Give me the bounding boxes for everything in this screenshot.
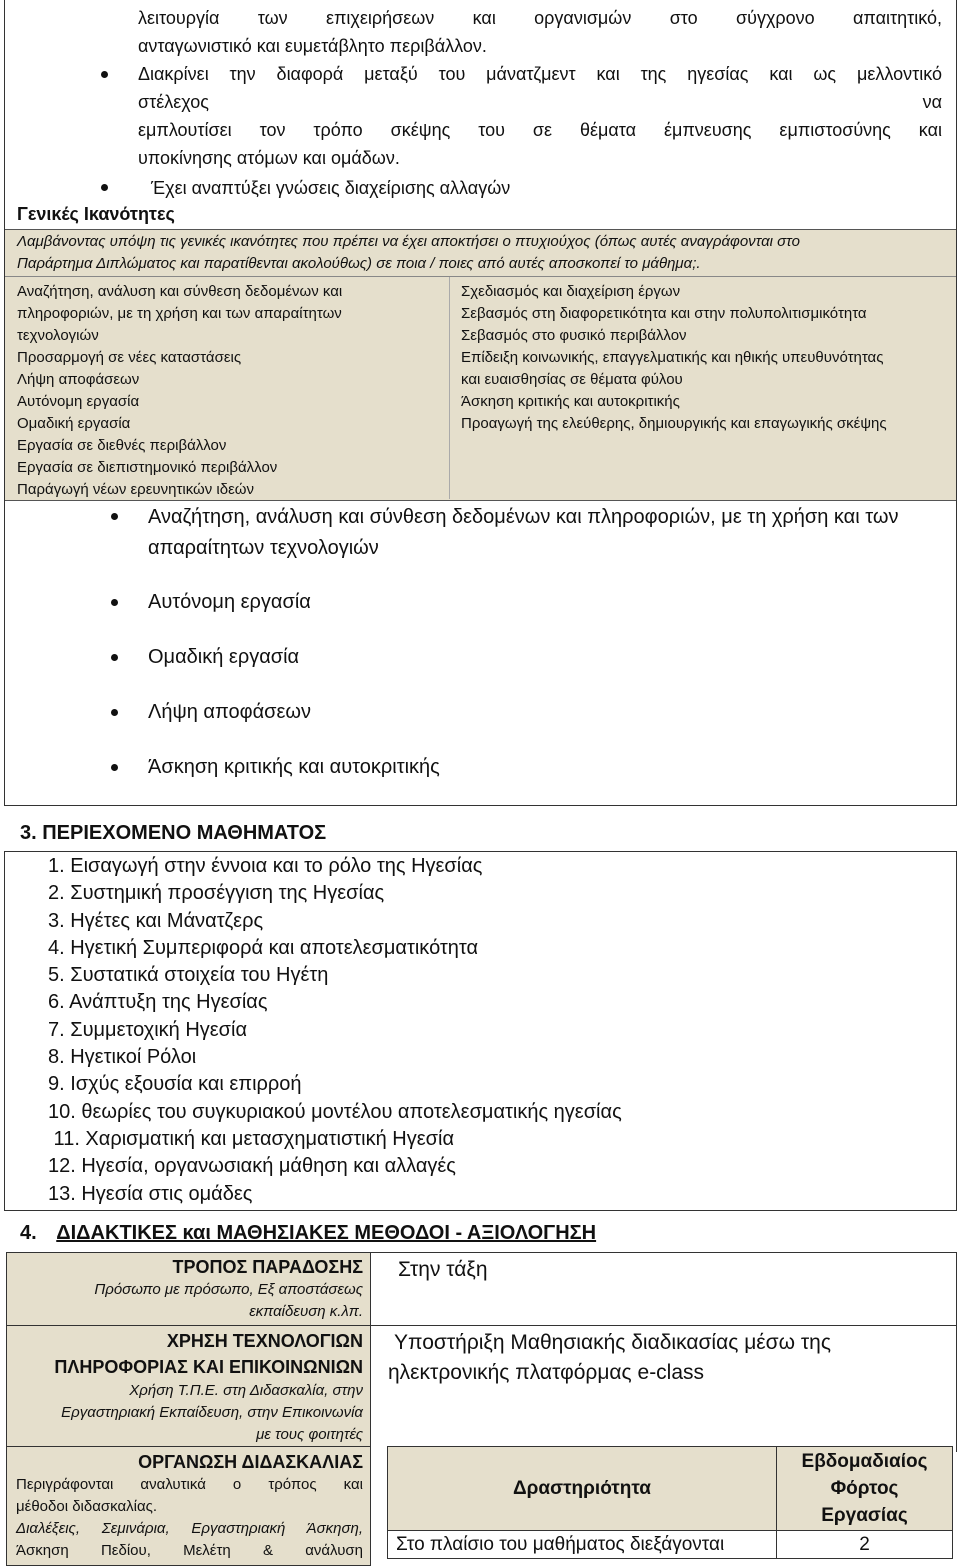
list-item: 12. Ηγεσία, οργανωσιακή μάθηση και αλλαγές [48,1155,456,1178]
ict-value-line2: ηλεκτρονικής πλατφόρμας e-class [388,1361,705,1384]
selected-skill-2: Αυτόνομη εργασία [148,591,311,613]
workload-table [387,1446,953,1559]
ict-sub2: Εργαστηριακή Εκπαίδευση, στην Επικοινωνία [61,1404,363,1421]
list-item: 1. Εισαγωγή στην έννοια και το ρόλο της Ηγεσίας [48,855,483,877]
list-item: Προσαρμογή σε νέες καταστάσεις [17,349,242,366]
table-cell: Στο πλαίσιο του μαθήματος διεξάγονται [388,1531,777,1559]
methods-row-divider [6,1325,956,1326]
list-item: 7. Συμμετοχική Ηγεσία [48,1018,248,1041]
list-item: Αναζήτηση, ανάλυση και σύνθεση δεδομένων και [17,283,343,300]
org-title: ΟΡΓΑΝΩΣΗ ΔΙΔΑΣΚΑΛΙΑΣ [138,1452,363,1472]
section-4-heading [20,1222,596,1245]
org-sub1: Περιγράφονται αναλυτικά ο τρόπος και [16,1476,363,1493]
list-item: Σχεδιασμός και διαχείριση έργων [461,283,681,300]
section-4-number: 4. [20,1222,37,1244]
ict-title2: ΠΛΗΡΟΦΟΡΙΑΣ ΚΑΙ ΕΠΙΚΟΙΝΩΝΙΩΝ [54,1357,363,1377]
general-skills-title: Γενικές Ικανότητες [17,204,175,224]
delivery-sub1: Πρόσωπο με πρόσωπο, Εξ αποστάσεως [94,1281,363,1298]
list-item: Άσκηση κριτικής και αυτοκριτικής [461,393,680,410]
delivery-value: Στην τάξη [398,1258,488,1281]
delivery-sub2: εκπαίδευση κ.λπ. [249,1303,363,1320]
ict-label [10,1328,363,1446]
bullet-dot [111,654,118,661]
list-item: Εργασία σε διεπιστημονικό περιβάλλον [17,459,278,476]
list-item: 13. Ηγεσία στις ομάδες [48,1182,253,1205]
selected-skill-1-line1: Αναζήτηση, ανάλυση και σύνθεση δεδομένων και πληροφοριών, με τη χρήση και των [148,506,899,528]
methods-row-divider [6,1446,371,1447]
skills-right-list [461,281,951,435]
list-item: Προαγωγή της ελεύθερης, δημιουργικής και επαγωγικής σκέψης [461,415,887,432]
bullet3-text: Έχει αναπτύξει γνώσεις διαχείρισης αλλαγών [151,178,511,198]
workload-header [777,1447,953,1531]
bullet2-line2b: να [922,92,942,112]
workload-header-line1: Εβδομαδιαίος [801,1451,928,1472]
list-item: Εργασία σε διεθνές περιβάλλον [17,437,227,454]
selected-skill-1-line2: απαραίτητων τεχνολογιών [148,537,379,559]
org-sub3: Διαλέξεις, Σεμινάρια, Εργαστηριακή Άσκηση, [16,1520,363,1537]
bullet2-line2 [138,88,942,116]
bullet2-line3: εμπλουτίσει τον τρόπο σκέψης του σε θέματα έμπνευσης εμπιστοσύνης και [138,120,942,140]
list-item: Σεβασμός στο φυσικό περιβάλλον [461,327,687,344]
list-item: Λήψη αποφάσεων [17,371,140,388]
list-item: 11. Χαρισματική και μετασχηματιστική Ηγεσία [48,1127,455,1150]
bullet-dot [111,513,118,520]
delivery-title: ΤΡΟΠΟΣ ΠΑΡΑΔΟΣΗΣ [172,1257,363,1277]
bullet-dot [111,599,118,606]
org-label [16,1450,363,1562]
delivery-label [10,1255,363,1323]
list-item: Σεβασμός στη διαφορετικότητα και στην πολυπολιτισμικότητα [461,305,867,322]
ict-title1: ΧΡΗΣΗ ΤΕΧΝΟΛΟΓΙΩΝ [166,1331,363,1351]
bullet-dot [101,71,108,78]
ict-sub3: με τους φοιτητές [256,1426,363,1443]
workload-header-line3: Εργασίας [821,1505,908,1526]
general-skills-intro [17,231,947,275]
table-cell: 2 [777,1531,953,1559]
list-item: 8. Ηγετικοί Ρόλοι [48,1046,197,1069]
list-item: Παράγωγή νέων ερευνητικών ιδεών [17,481,254,498]
list-item: 2. Συστημική προσέγγιση της Ηγεσίας [48,882,385,905]
methods-right-border [956,1252,957,1452]
skills-left-list [17,281,442,501]
list-item: και ευαισθησίας σε θέματα φύλου [461,371,683,388]
general-skills-col-divider [449,277,450,499]
list-item: 10. θεωρίες του συγκυριακού μοντέλου αποτελεσματικής ηγεσίας [48,1100,622,1123]
activity-header-label: Δραστηριότητα [512,1477,651,1499]
section-4-title: ΔΙΔΑΚΤΙΚΕΣ και ΜΑΘΗΣΙΑΚΕΣ ΜΕΘΟΔΟΙ - ΑΞΙΟΛΟΓΗΣΗ [56,1222,597,1244]
course-content-list [48,853,622,1208]
selected-skill-5: Άσκηση κριτικής και αυτοκριτικής [148,756,440,778]
para1-line2: ανταγωνιστικό και ευμετάβλητο περιβάλλον. [138,36,487,56]
bullet-dot [101,184,108,191]
selected-skill-3: Ομαδική εργασία [148,646,300,668]
ict-sub1: Χρήση Τ.Π.Ε. στη Διδασκαλία, στην [129,1382,363,1399]
list-item: 9. Ισχύς εξουσία και επιρροή [48,1073,302,1096]
para1-line1: λειτουργία των επιχειρήσεων και οργανισμών στο σύγχρονο απαιτητικό, [138,8,942,28]
list-item: πληροφοριών, με τη χρήση και των απαραίτητων [17,305,342,322]
list-item: Επίδειξη κοινωνικής, επαγγελματικής και ηθικής υπευθυνότητας [461,349,884,366]
org-sub2: μέθοδοι διδασκαλίας. [16,1498,158,1515]
selected-skill-4: Λήψη αποφάσεων [148,701,312,723]
intro-line1: Λαμβάνοντας υπόψη τις γενικές ικανότητες που πρέπει να έχει αποκτήσει ο πτυχιούχος (όπως αυτές αναγράφονται στο [17,233,800,250]
list-item: Ομαδική εργασία [17,415,131,432]
intro-line2: Παράρτημα Διπλώματος και παρατίθενται ακολούθως) σε ποια / ποιες από αυτές αποσκοπεί το μάθημα;. [17,255,701,272]
bullet2-line2a: στέλεχος [138,92,209,112]
methods-top-border [371,1252,957,1253]
workload-header-line2: Φόρτος [830,1478,899,1499]
list-item: Αυτόνομη εργασία [17,393,140,410]
selected-skill-1 [148,502,948,564]
activity-header [388,1447,777,1531]
list-item: 5. Συστατικά στοιχεία του Ηγέτη [48,964,329,987]
bullet2-line1: Διακρίνει την διαφορά μεταξύ του μάνατζμεντ και της ηγεσίας και ως μελλοντικό [138,64,942,84]
list-item: 6. Ανάπτυξη της Ηγεσίας [48,991,268,1014]
general-skills-divider [5,276,956,277]
bullet-dot [111,764,118,771]
outcomes-text [138,4,942,172]
list-item: 3. Ηγέτες και Μάνατζερς [48,909,264,932]
list-item: τεχνολογιών [17,327,99,344]
ict-value-line1: Υποστήριξη Μαθησιακής διαδικασίας μέσω της [394,1331,831,1354]
bullet-dot [111,709,118,716]
ict-value [388,1328,831,1388]
section-3-heading: 3. ΠΕΡΙΕΧΟΜΕΝΟ ΜΑΘΗΜΑΤΟΣ [20,822,327,844]
org-sub4: Άσκηση Πεδίου, Μελέτη & ανάλυση [16,1542,363,1559]
bullet2-line4: υποκίνησης ατόμων και ομάδων. [138,148,400,168]
list-item: 4. Ηγετική Συμπεριφορά και αποτελεσματικότητα [48,936,479,959]
